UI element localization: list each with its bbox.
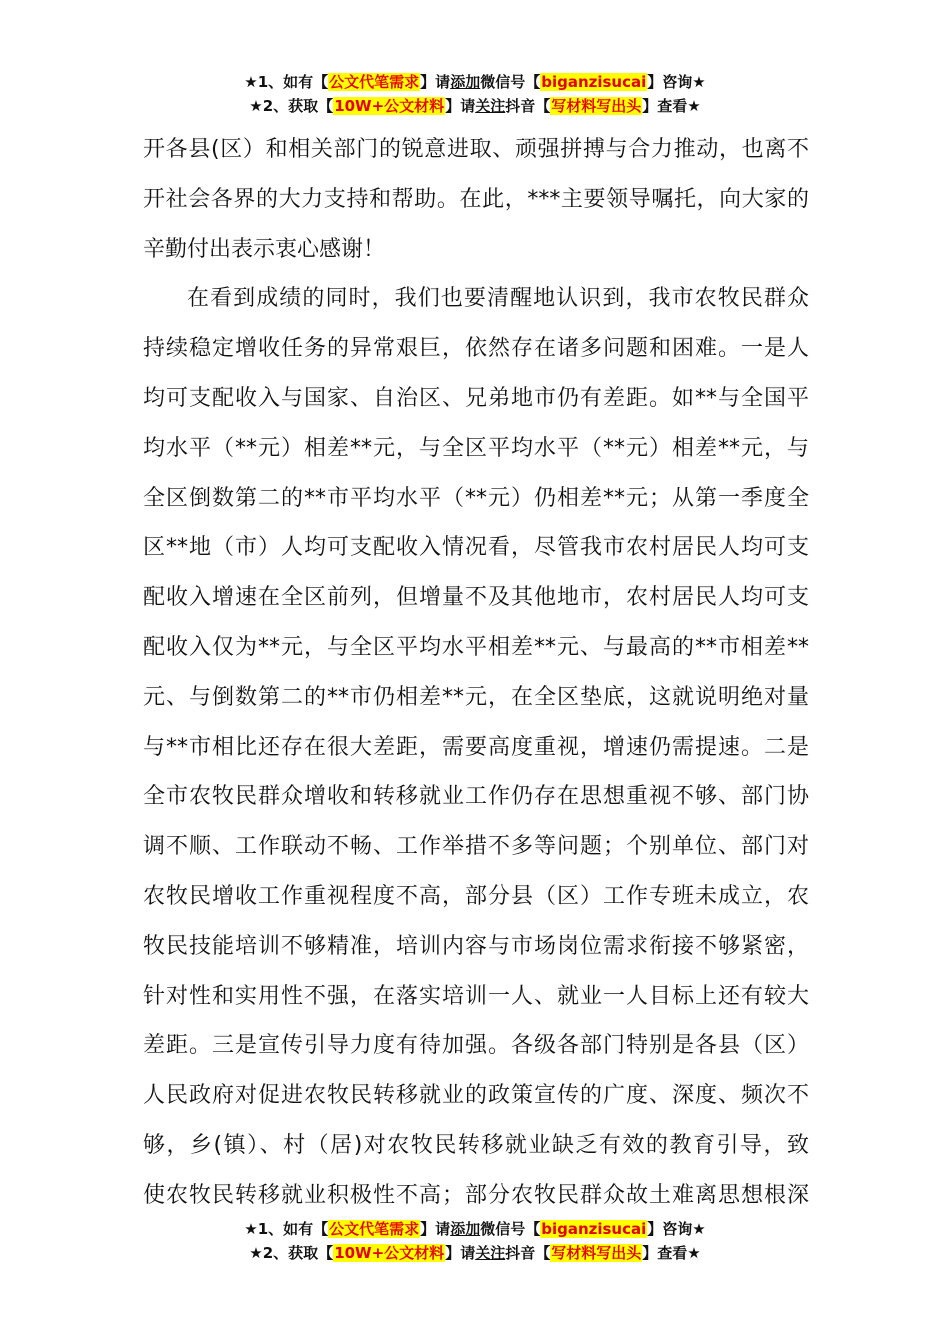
- text-line: 开各县(区）和相关部门的锐意进取、顽强拼搏与合力推动，也离不: [143, 137, 809, 162]
- text-line: 与**市相比还存在很大差距，需要高度重视，增速仍需提速。二是: [143, 734, 809, 760]
- banner-text: ★2、获取【: [249, 97, 334, 115]
- banner-text-underlined: 添加: [450, 1220, 481, 1238]
- text-line: 元、与倒数第二的**市仍相差**元，在全区垫底，这就说明绝对量: [143, 684, 809, 710]
- text-line: 配收入仅为**元，与全区平均水平相差**元、与最高的**市相差**: [143, 634, 809, 660]
- paragraph-1: [143, 125, 809, 274]
- text-line: 调不顺、工作联动不畅、工作举措不多等问题；个别单位、部门对: [143, 834, 809, 860]
- banner-text: 抖音【: [505, 1244, 551, 1262]
- banner-text: 】请: [420, 1220, 451, 1238]
- text-line: 均水平（**元）相差**元，与全区平均水平（**元）相差**元，与: [143, 435, 809, 461]
- text-line: 在看到成绩的同时，我们也要清醒地认识到，我市农牧民群众: [187, 286, 809, 312]
- banner-text: ★1、如有【: [244, 73, 329, 91]
- highlight-douyin: 写材料写出头: [551, 1244, 642, 1262]
- highlight-materials: 10W+公文材料: [334, 1244, 445, 1262]
- text-line: 区**地（市）人均可支配收入情况看，尽管我市农村居民人均可支: [143, 535, 809, 561]
- text-line: 人民政府对促进农牧民转移就业的政策宣传的广度、深度、频次不: [143, 1083, 809, 1109]
- text-line: 全区倒数第二的**市平均水平（**元）仍相差**元；从第一季度全: [143, 485, 809, 511]
- highlight-ghostwriting: 公文代笔需求: [329, 1220, 420, 1238]
- text-line: 针对性和实用性不强，在落实培训一人、就业一人目标上还有较大: [143, 983, 809, 1009]
- text-line: 农牧民增收工作重视程度不高，部分县（区）工作专班未成立，农: [143, 883, 809, 909]
- banner-line-1: [0, 70, 950, 94]
- text-line: 均可支配收入与国家、自治区、兄弟地市仍有差距。如**与全国平: [143, 385, 809, 411]
- top-banner: [0, 70, 950, 118]
- banner-text: 微信号【: [480, 1220, 541, 1238]
- text-line: 使农牧民转移就业积极性不高；部分农牧民群众故土难离思想根深: [143, 1182, 809, 1208]
- highlight-materials: 10W+公文材料: [334, 97, 445, 115]
- text-line: 辛勤付出表示衷心感谢！: [143, 236, 386, 262]
- banner-line-2: [0, 94, 950, 118]
- highlight-ghostwriting: 公文代笔需求: [329, 73, 420, 91]
- highlight-wechat-id: biganzisucai: [541, 73, 647, 91]
- body-text: [143, 125, 809, 1221]
- text-line: 配收入增速在全区前列，但增量不及其他地市，农村居民人均可支: [143, 585, 809, 611]
- banner-text: ★2、获取【: [249, 1244, 334, 1262]
- bottom-banner: [0, 1217, 950, 1265]
- banner-text: 】咨询★: [647, 1220, 706, 1238]
- banner-text: ★1、如有【: [244, 1220, 329, 1238]
- text-line: 够，乡(镇）、村（居)对农牧民转移就业缺乏有效的教育引导，致: [143, 1132, 809, 1158]
- text-line: 牧民技能培训不够精准，培训内容与市场岗位需求衔接不够紧密，: [143, 933, 809, 959]
- banner-text: 】查看★: [642, 1244, 701, 1262]
- paragraph-2: [143, 274, 809, 1220]
- text-line: 全市农牧民群众增收和转移就业工作仍存在思想重视不够、部门协: [143, 784, 809, 810]
- highlight-douyin: 写材料写出头: [551, 97, 642, 115]
- banner-text: 】请: [445, 1244, 476, 1262]
- banner-text: 微信号【: [480, 73, 541, 91]
- highlight-wechat-id: biganzisucai: [541, 1220, 647, 1238]
- banner-text: 】请: [445, 97, 476, 115]
- banner-text: 】查看★: [642, 97, 701, 115]
- banner-text: 】请: [420, 73, 451, 91]
- banner-line-2: [0, 1241, 950, 1265]
- banner-text-underlined: 关注: [475, 1244, 506, 1262]
- banner-line-1: [0, 1217, 950, 1241]
- banner-text-underlined: 关注: [475, 97, 506, 115]
- text-line: 差距。三是宣传引导力度有待加强。各级各部门特别是各县（区）: [143, 1033, 809, 1059]
- banner-text: 抖音【: [505, 97, 551, 115]
- banner-text: 】咨询★: [647, 73, 706, 91]
- banner-text-underlined: 添加: [450, 73, 481, 91]
- text-line: 开社会各界的大力支持和帮助。在此，***主要领导嘱托，向大家的: [143, 186, 809, 212]
- text-line: 持续稳定增收任务的异常艰巨，依然存在诸多问题和困难。一是人: [143, 336, 809, 362]
